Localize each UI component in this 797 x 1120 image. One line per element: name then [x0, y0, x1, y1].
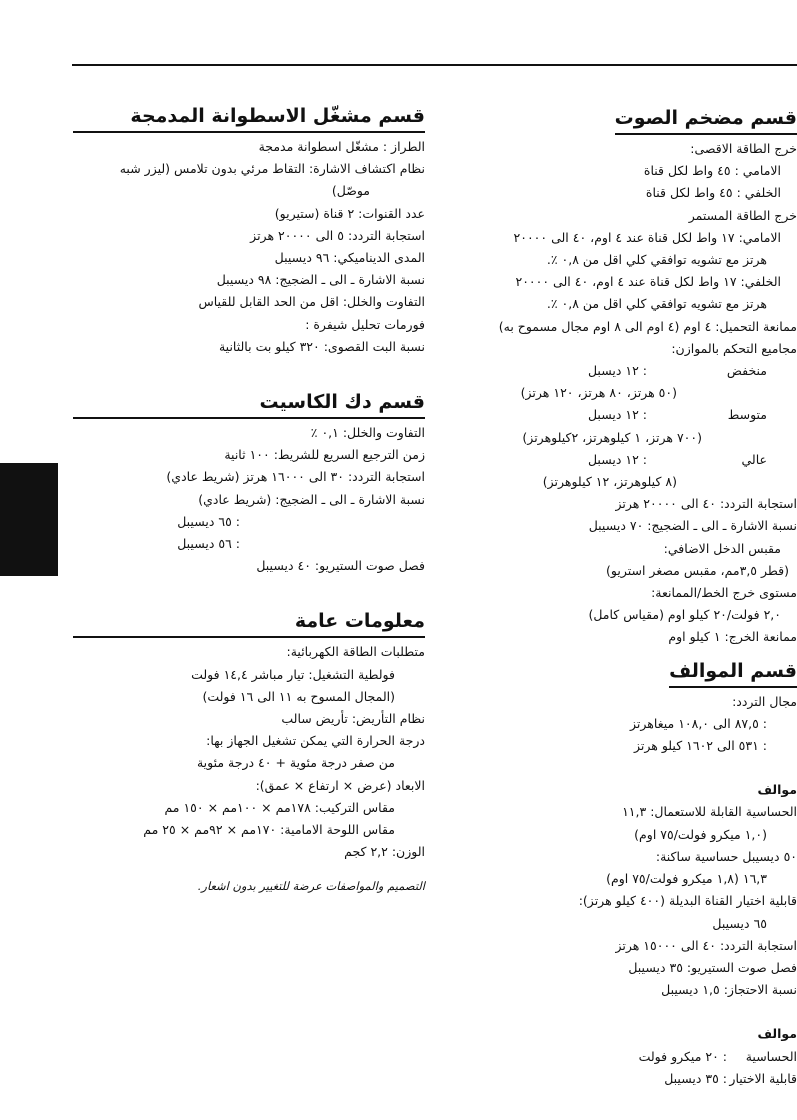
amp-line: الامامي : ٤٥ واط لكل قناة [643, 163, 781, 179]
am-sel-key: قابلية الاختيار [729, 1070, 797, 1086]
cassette-line: استجابة التردد: ٣٠ الى ١٦٠٠٠ هرتز (شريط عادي) [166, 469, 425, 485]
general-line: الوزن: ٢,٢ كجم [344, 844, 425, 860]
am-sens-key: الحساسية [745, 1048, 797, 1064]
am-sens-val: : ٢٠ ميكرو فولت [638, 1048, 727, 1064]
am-sel-val: : ٣٥ ديسيبل [664, 1070, 727, 1086]
general-line: من صفر درجة مئوية + ٤٠ درجة مئوية [196, 755, 395, 771]
cd-line: استجابة التردد: ٥ الى ٢٠٠٠٠ هرتز [250, 227, 425, 243]
am-selectivity [455, 1068, 797, 1090]
left-column [73, 100, 425, 897]
amp-line: خرج الطاقة المستمر [688, 207, 797, 223]
eq-low-name: منخفض [726, 363, 767, 379]
amp-line: الخلفي : ٤٥ واط لكل قناة [645, 185, 781, 201]
side-tab-marker [0, 463, 58, 576]
fm-line: نسبة الاحتجاز: ١,٥ ديسيبل [661, 982, 797, 998]
eq-high-gain: : ١٢ ديسبل [587, 451, 647, 467]
cassette-line: : ٥٦ ديسيبل [177, 536, 240, 552]
general-line: الابعاد (عرض × ارتفاع × عمق): [255, 777, 425, 793]
cassette-title: قسم دك الكاسيت [73, 388, 425, 419]
amp-line: ممانعة الخرج: ١ كيلو اوم [668, 629, 797, 645]
cd-line: نسبة البت القصوى: ٣٢٠ كيلو بت بالثانية [218, 338, 425, 354]
fm-line: ٦٥ ديسيبل [712, 915, 767, 931]
fm-line: قابلية اختيار القناة البديلة (٤٠٠ كيلو هرتز): [578, 893, 797, 909]
general-line: (المجال المسوح به ١١ الى ١٦ فولت) [202, 688, 395, 704]
amp-line: هرتز مع تشويه توافقي كلي اقل من ٠,٨ ٪. [546, 296, 767, 312]
general-line: مقاس اللوحة الامامية: ١٧٠مم × ٩٢مم × ٢٥ مم [143, 822, 395, 838]
amp-line: خرج الطاقة الاقصى: [690, 141, 797, 156]
amp-line: الامامي: ١٧ واط لكل قناة عند ٤ اوم، ٤٠ الى ٢٠٠٠٠ [513, 229, 781, 245]
fm-line: ٥٠ ديسيبل حساسية ساكنة: [655, 848, 797, 864]
cd-line: الطراز : مشغّل اسطوانة مدمجة [258, 139, 425, 154]
eq-low [455, 360, 797, 382]
amp-line: مجاميع التحكم بالموازن: [671, 340, 797, 356]
am-title: موالف [757, 1026, 797, 1042]
cassette-line: زمن الترجيع السريع للشريط: ١٠٠ ثانية [224, 447, 425, 463]
general-line: فولطية التشغيل: تيار مباشر ١٤,٤ فولت [191, 666, 395, 682]
eq-low-gain: : ١٢ ديسبل [587, 363, 647, 379]
tuner-title: قسم الموالف [669, 657, 797, 688]
eq-mid-freqs: (٧٠٠ هرتز، ١ كيلوهرتز، ٢كيلوهرتز) [522, 429, 702, 445]
cd-line: فورمات تحليل شيفرة : [305, 316, 425, 332]
cd-title: قسم مشغّل الاسطوانة المدمجة [73, 102, 425, 133]
cassette-line: نسبة الاشارة ـ الى ـ الضجيج: (شريط عادي) [198, 491, 425, 507]
eq-mid [455, 404, 797, 426]
general-title: معلومات عامة [73, 607, 425, 638]
cd-line: نسبة الاشارة ـ الى ـ الضجيج: ٩٨ ديسيبل [216, 272, 425, 288]
disclaimer-note: التصميم والمواصفات عرضة للتغيير بدون اشعار. [197, 879, 425, 894]
general-line: متطلبات الطاقة الكهربائية: [286, 644, 425, 660]
eq-mid-name: متوسط [727, 407, 767, 423]
cassette-line: التفاوت والخلل: ٠,١ ٪ [310, 425, 425, 441]
cd-line: المدى الديناميكي: ٩٦ ديسيبل [274, 250, 425, 266]
amp-line: ممانعة التحميل: ٤ اوم (٤ اوم الى ٨ اوم مجال مسموح به) [498, 318, 797, 334]
cd-line: عدد القنوات: ٢ قناة (ستيريو) [274, 205, 425, 221]
fm-line: (١,٠ ميكرو فولت/٧٥ اوم) [634, 826, 767, 842]
tuner-fm-range: : ٨٧,٥ الى ١٠٨,٠ ميغاهرتز [630, 715, 767, 731]
cassette-line: : ٦٥ ديسيبل [177, 513, 240, 529]
amp-line: (قطر ٣,٥مم، مقبس مصغر استريو) [606, 562, 789, 578]
right-column [455, 100, 797, 1090]
eq-mid-gain: : ١٢ ديسبل [587, 407, 647, 423]
tuner-am-range: : ٥٣١ الى ١٦٠٢ كيلو هرتز [634, 738, 767, 754]
am-sensitivity [455, 1046, 797, 1068]
eq-high [455, 449, 797, 471]
eq-high-freqs: (٨ كيلوهرتز، ١٢ كيلوهرتز) [542, 474, 677, 490]
top-rule [72, 64, 797, 66]
tuner-range-label: مجال التردد: [732, 693, 797, 709]
amp-line: هرتز مع تشويه توافقي كلي اقل من ٠,٨ ٪. [546, 252, 767, 268]
fm-line: استجابة التردد: ٤٠ الى ١٥٠٠٠ هرتز [615, 937, 797, 953]
amp-line: الخلفي: ١٧ واط لكل قناة عند ٤ اوم، ٤٠ الى ٢٠٠٠٠ [515, 274, 781, 290]
general-line: مقاس التركيب: ١٧٨مم × ١٠٠مم × ١٥٠ مم [164, 799, 395, 815]
fm-line: الحساسية القابلة للاستعمال: ١١,٣ [622, 804, 797, 820]
amp-line: مستوى خرج الخط/الممانعة: [651, 585, 797, 601]
general-line: درجة الحرارة التي يمكن تشغيل الجهاز بها: [206, 733, 425, 749]
fm-line: فصل صوت الستيريو: ٣٥ ديسيبل [628, 959, 797, 975]
eq-low-freqs: (٥٠ هرتز، ٨٠ هرتز، ١٢٠ هرتز) [520, 385, 677, 401]
cd-line: نظام اكتشاف الاشارة: التقاط مرئي بدون تلامس (ليزر شبه [119, 161, 425, 177]
eq-high-name: عالي [741, 451, 767, 467]
amplifier-title: قسم مضخم الصوت [615, 104, 797, 135]
cd-line: التفاوت والخلل: اقل من الحد القابل للقياس [198, 294, 425, 310]
cd-line: موصّل) [331, 183, 370, 199]
fm-line: ١٦,٣ (١,٨ ميكرو فولت/٧٥ اوم) [606, 871, 767, 887]
amp-line: مقبس الدخل الاضافي: [663, 540, 781, 556]
fm-title: موالف [757, 782, 797, 798]
cassette-line: فصل صوت الستيريو: ٤٠ ديسيبل [256, 558, 425, 574]
amp-line: نسبة الاشارة ـ الى ـ الضجيج: ٧٠ ديسيبل [588, 518, 797, 534]
amp-line: استجابة التردد: ٤٠ الى ٢٠٠٠٠ هرتز [615, 496, 797, 512]
amp-line: ٢,٠ فولت/٢٠ كيلو اوم (مقياس كامل) [588, 607, 781, 623]
general-line: نظام التأريض: تأريض سالب [281, 711, 425, 727]
